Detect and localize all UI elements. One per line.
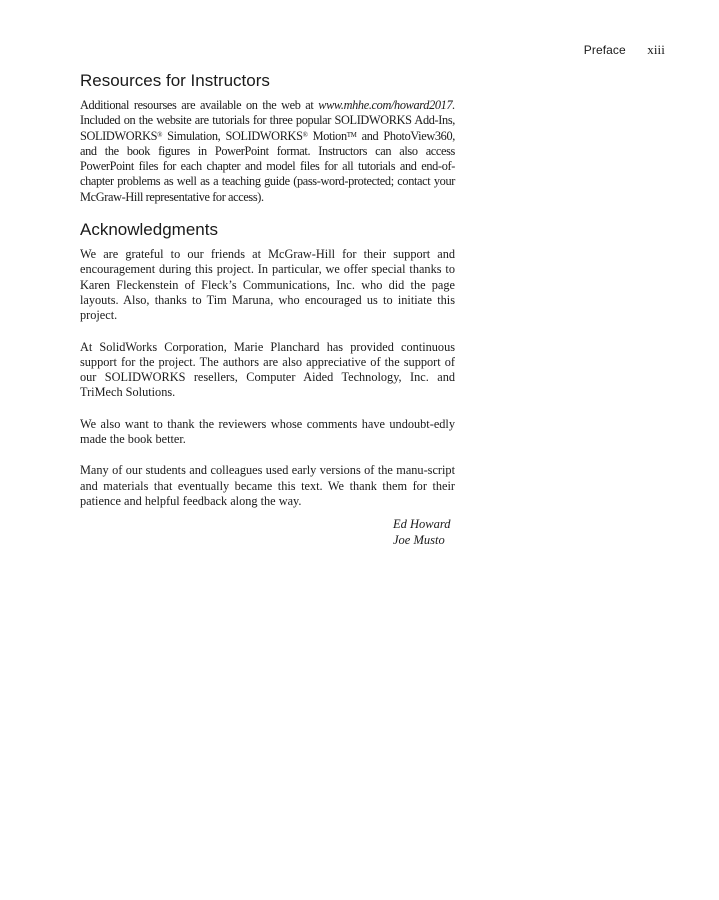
resources-paragraph xyxy=(80,98,455,205)
registered-mark: ® xyxy=(157,130,163,139)
acknowledgments-section xyxy=(80,219,455,548)
website-link[interactable]: www.mhhe.com/howard2017. xyxy=(318,98,455,112)
paragraph-spacer xyxy=(80,447,455,463)
running-head xyxy=(584,42,665,58)
running-head-section: Preface xyxy=(583,43,626,57)
trademark-mark: TM xyxy=(346,130,357,139)
signature-ed-howard: Ed Howard xyxy=(393,517,451,532)
acknowledgments-paragraph-1: We are grateful to our friends at McGraw-Hill for their support and encouragement during this project. In particular, we offer special thanks to Karen Fleckenstein of Fleck’s Communications, Inc. who did the page layouts. Also, thanks to Tim Maruna, who encouraged us to initiate this project. xyxy=(80,247,455,323)
resources-text-4: Motion xyxy=(307,128,347,143)
registered-mark: ® xyxy=(302,130,308,139)
paragraph-spacer xyxy=(80,324,455,340)
signature-block xyxy=(80,516,455,548)
resources-text-1: Additional resourses are available on the web at xyxy=(80,98,319,112)
signature-joe-musto: Joe Musto xyxy=(393,533,445,548)
acknowledgments-paragraph-2: At SolidWorks Corporation, Marie Planchard has provided continuous support for the project. The authors are also appreciative of the support of our SOLIDWORKS resellers, Computer Aided Technology, Inc. and TriMech Solutions. xyxy=(80,339,455,400)
acknowledgments-paragraph-4: Many of our students and colleagues used early versions of the manu-script and materials that eventually became this text. We thank them for their patience and helpful feedback along the way. xyxy=(80,463,455,508)
resources-text-3: Simulation, SOLIDWORKS xyxy=(162,128,303,143)
resources-section xyxy=(80,70,455,205)
acknowledgments-paragraph-3: We also want to thank the reviewers whose comments have undoubt-edly made the book better. xyxy=(80,416,455,447)
page-content xyxy=(80,70,455,548)
section-spacer xyxy=(80,205,455,219)
page-number: xiii xyxy=(647,42,665,57)
resources-text-2: Included on the website are tutorials for three popular SOLIDWORKS Add-Ins, SOLIDWORKS xyxy=(80,113,455,143)
resources-text-5: and PhotoView360, and the book figures in PowerPoint format. Instructors can also access PowerPoint files for each chapter and model files for all tutorials and end-of-chapter problems as well as a teaching guide (pass-word-protected; contact your McGraw-Hill representative for access). xyxy=(80,128,455,204)
resources-heading: Resources for Instructors xyxy=(80,71,270,90)
acknowledgments-heading: Acknowledgments xyxy=(80,220,218,240)
paragraph-spacer xyxy=(80,401,455,417)
